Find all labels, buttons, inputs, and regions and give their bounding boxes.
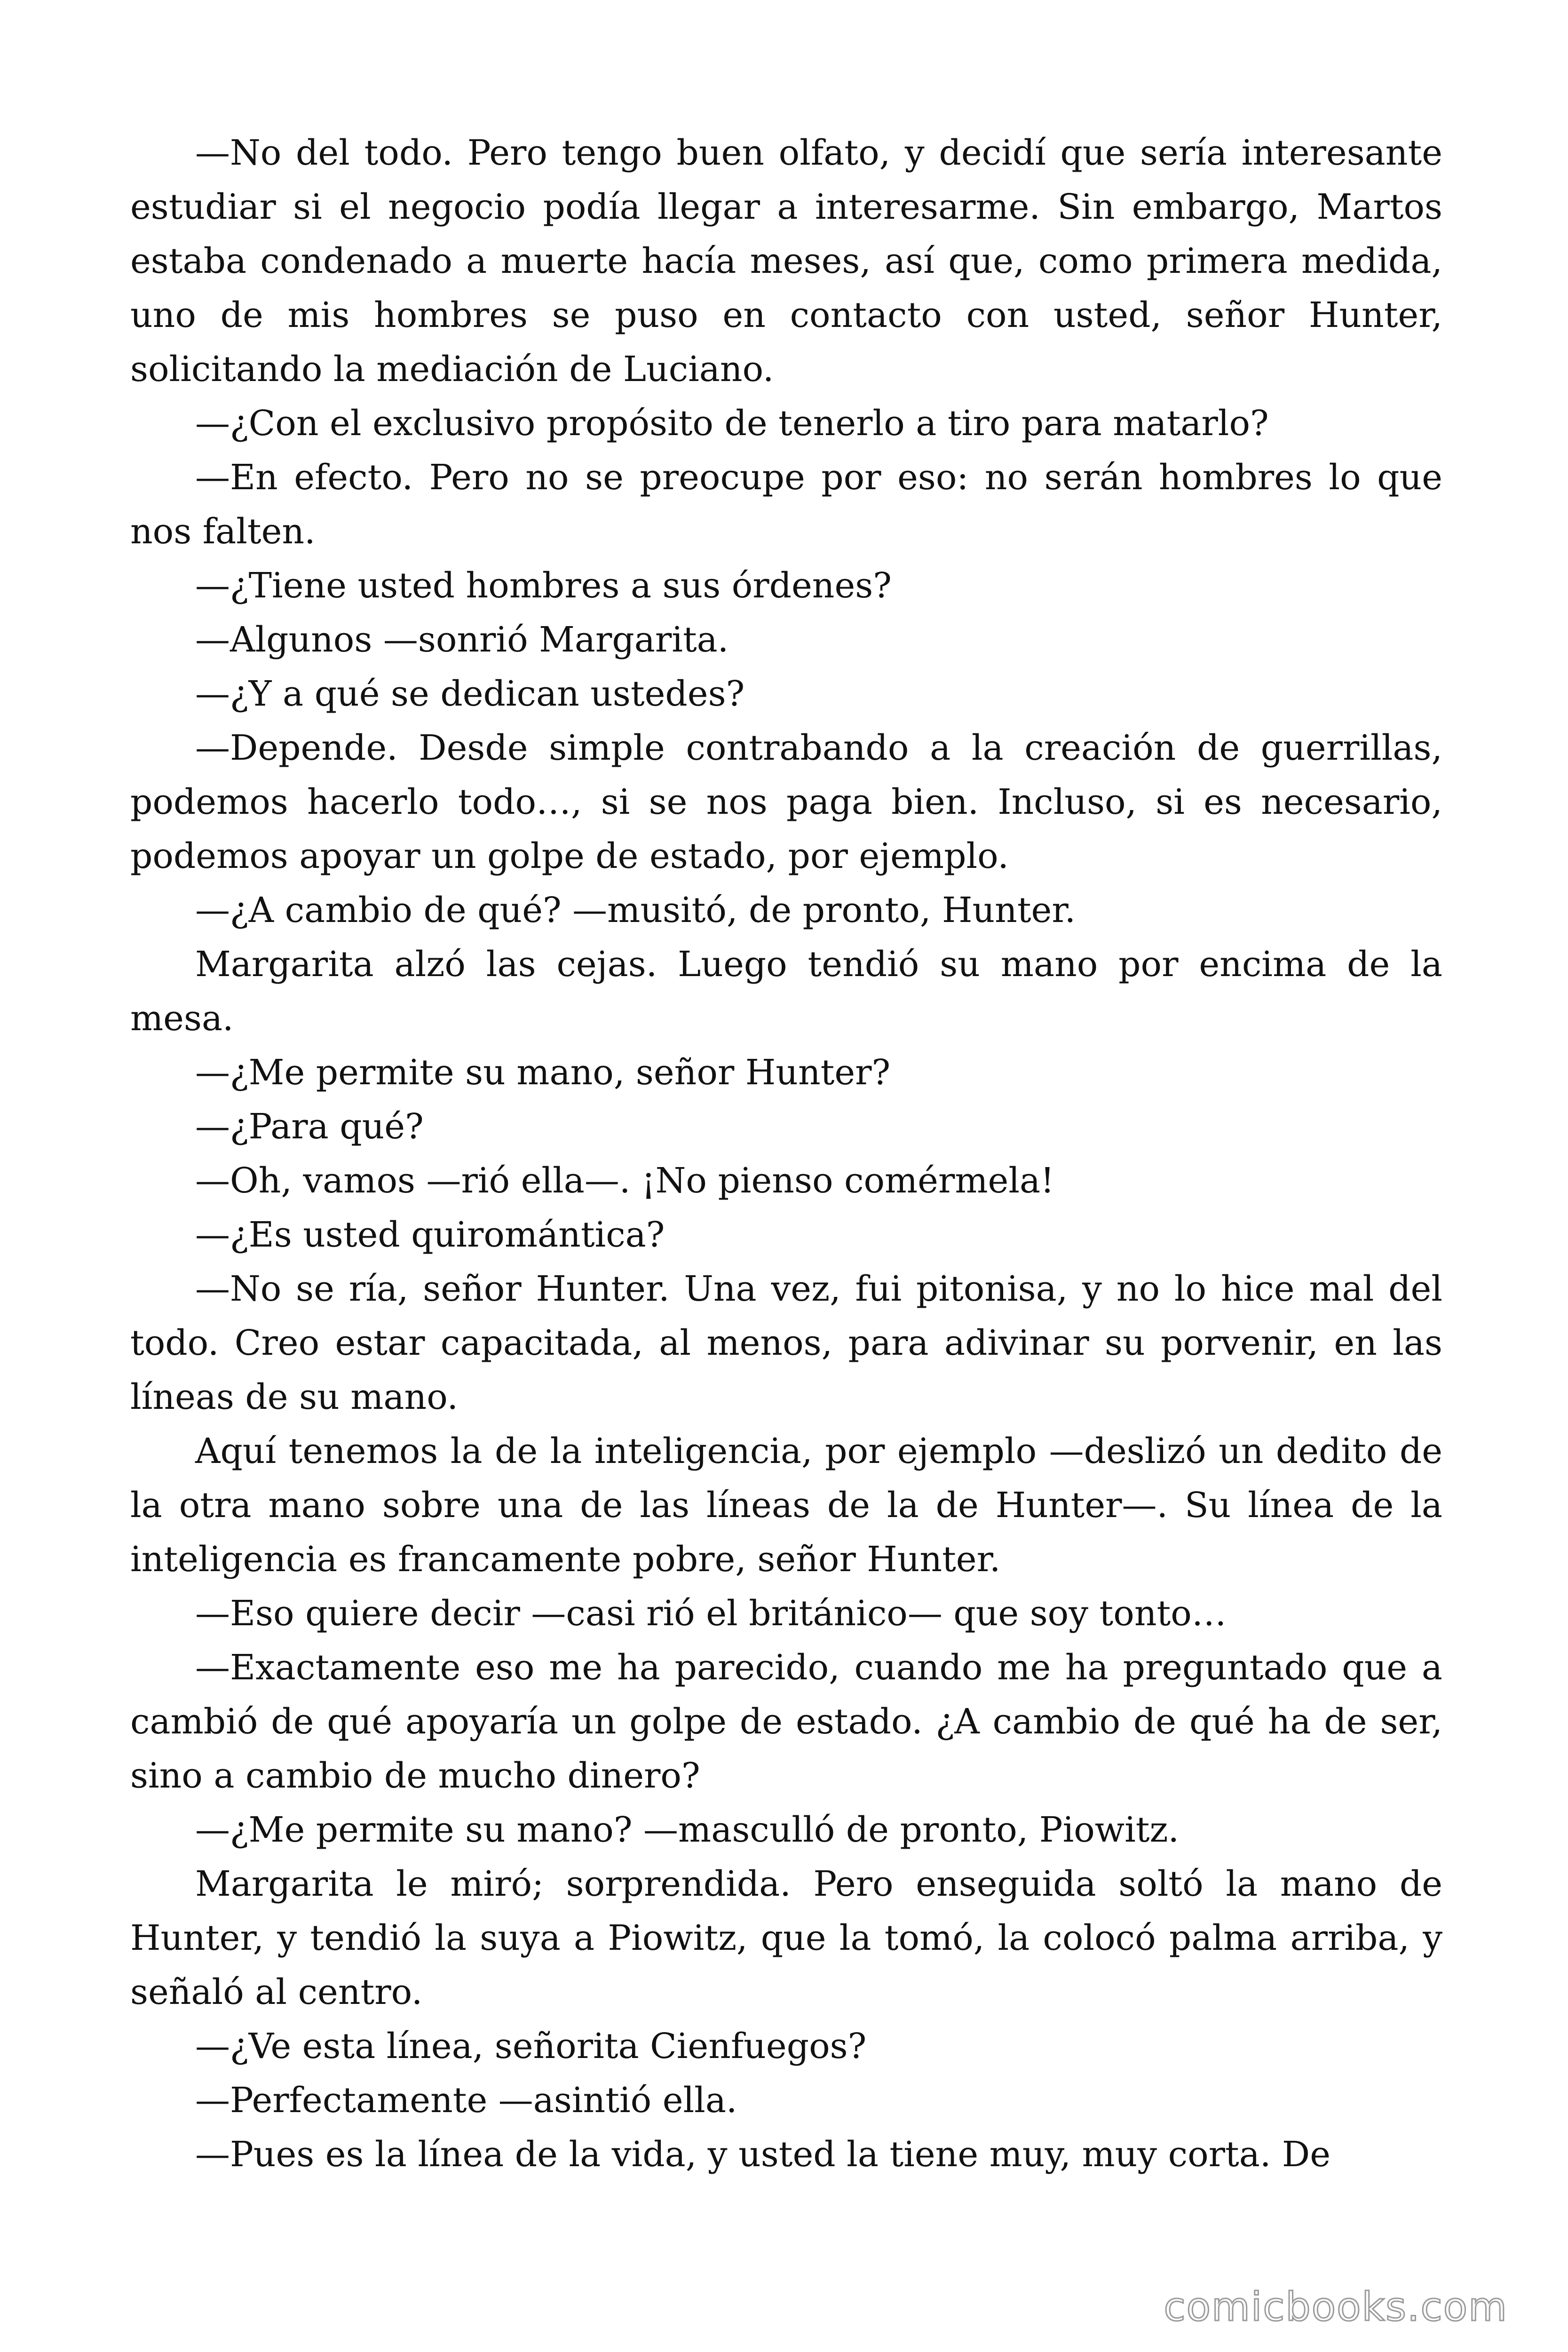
paragraph: —¿Para qué? bbox=[195, 1106, 424, 1147]
paragraph: —Eso quiere decir —casi rió el británico— que soy tonto… bbox=[195, 1593, 1227, 1634]
paragraph: —Oh, vamos —rió ella—. ¡No pienso comérmela! bbox=[195, 1160, 1054, 1201]
paragraph: —Depende. Desde simple contrabando a la creación de guerrillas, podemos hacerlo todo…, si se nos paga bien. Incluso, si es necesario, podemos apoyar un golpe de estado, por ejemplo. bbox=[130, 728, 1442, 876]
paragraph: —¿Y a qué se dedican ustedes? bbox=[195, 674, 745, 714]
paragraph: —No se ría, señor Hunter. Una vez, fui pitonisa, y no lo hice mal del todo. Creo estar capacitada, al menos, para adivinar su porvenir, en las líneas de su mano. bbox=[130, 1269, 1442, 1417]
paragraph: —Pues es la línea de la vida, y usted la tiene muy, muy corta. De bbox=[195, 2134, 1331, 2175]
paragraph: —No del todo. Pero tengo buen olfato, y decidí que sería interesante estudiar si el negocio podía llegar a interesarme. Sin embargo, Martos estaba condenado a muerte hacía meses, así que, como primera medida, uno de mis hombres se puso en contacto con usted, señor Hunter, solicitando la mediación de Luciano. bbox=[130, 133, 1442, 389]
paragraph: —¿Con el exclusivo propósito de tenerlo a tiro para matarlo? bbox=[195, 403, 1269, 444]
watermark: comicbooks.com bbox=[1164, 2284, 1508, 2330]
paragraph: —¿Ve esta línea, señorita Cienfuegos? bbox=[195, 2026, 867, 2066]
page-body-text bbox=[130, 126, 1442, 2182]
paragraph: —Algunos —sonrió Margarita. bbox=[195, 620, 729, 660]
paragraph: —¿Es usted quiromántica? bbox=[195, 1215, 665, 1255]
paragraph: —¿Tiene usted hombres a sus órdenes? bbox=[195, 565, 892, 606]
paragraph: —En efecto. Pero no se preocupe por eso: no serán hombres lo que nos falten. bbox=[130, 457, 1442, 552]
paragraph: —¿Me permite su mano, señor Hunter? bbox=[195, 1052, 891, 1093]
paragraph: Margarita le miró; sorprendida. Pero enseguida soltó la mano de Hunter, y tendió la suya a Piowitz, que la tomó, la colocó palma arriba, y señaló al centro. bbox=[130, 1864, 1442, 2012]
paragraph: —¿A cambio de qué? —musitó, de pronto, Hunter. bbox=[195, 890, 1076, 930]
paragraph: Margarita alzó las cejas. Luego tendió su mano por encima de la mesa. bbox=[130, 944, 1442, 1039]
paragraph: Aquí tenemos la de la inteligencia, por ejemplo —deslizó un dedito de la otra mano sobre una de las líneas de la de Hunter—. Su línea de la inteligencia es francamente pobre, señor Hunter. bbox=[130, 1431, 1442, 1580]
paragraph: —¿Me permite su mano? —masculló de pronto, Piowitz. bbox=[195, 1810, 1180, 1850]
paragraph: —Perfectamente —asintió ella. bbox=[195, 2080, 737, 2121]
paragraph: —Exactamente eso me ha parecido, cuando me ha preguntado que a cambió de qué apoyaría un golpe de estado. ¿A cambio de qué ha de ser, sino a cambio de mucho dinero? bbox=[130, 1647, 1442, 1796]
